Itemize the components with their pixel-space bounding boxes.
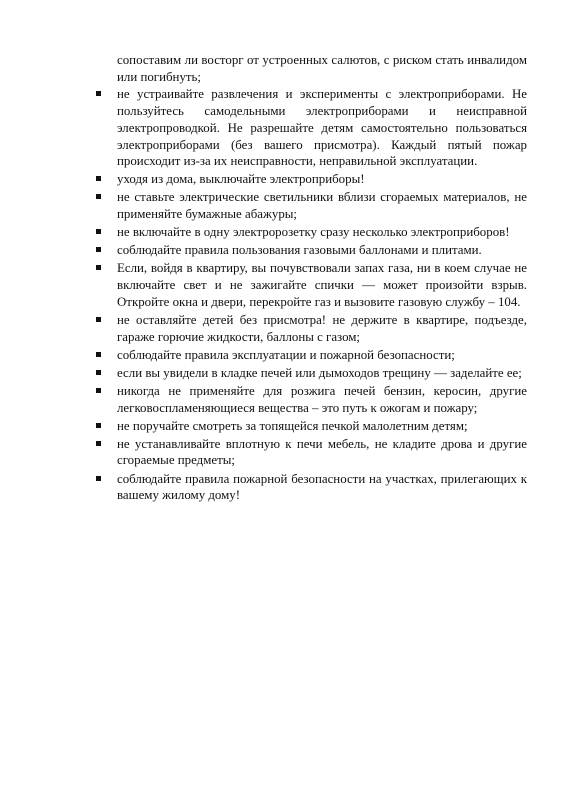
list-item — [117, 312, 527, 345]
square-bullet-icon — [96, 423, 101, 428]
list-item — [117, 189, 527, 222]
list-item — [117, 171, 527, 188]
square-bullet-icon — [96, 247, 101, 252]
square-bullet-icon — [96, 388, 101, 393]
safety-rules-list — [117, 86, 527, 504]
list-item-text: никогда не применяйте для розжига печей бензин, керосин, другие легковоспламеняющиеся вещества – это путь к ожогам и пожару; — [117, 383, 527, 415]
square-bullet-icon — [96, 229, 101, 234]
list-item-text: соблюдайте правила эксплуатации и пожарной безопасности; — [117, 347, 455, 362]
square-bullet-icon — [96, 476, 101, 481]
list-item — [117, 242, 527, 259]
list-item-text: соблюдайте правила пользования газовыми баллонами и плитами. — [117, 243, 482, 258]
square-bullet-icon — [96, 370, 101, 375]
list-item — [117, 436, 527, 469]
list-item — [117, 418, 527, 435]
list-item-text: не включайте в одну электророзетку сразу несколько электроприборов! — [117, 225, 510, 240]
list-item-text: не устраивайте развлечения и эксперименты с электроприборами. Не пользуйтесь самодельными электроприборами и неисправной электропроводкой. Не разрешайте детям самостоятельно пользоваться электроприборами (без вашего присмотра). Каждый пятый пожар происходит из-за их неисправности, неправильной эксплуатации. — [117, 87, 527, 169]
list-item-text: уходя из дома, выключайте электроприборы! — [117, 172, 365, 187]
intro-paragraph: сопоставим ли восторг от устроенных салютов, с риском стать инвалидом или погибнуть; — [117, 53, 527, 84]
square-bullet-icon — [96, 441, 101, 446]
list-item-text: не поручайте смотреть за топящейся печкой малолетним детям; — [117, 418, 468, 433]
list-item-text: Если, войдя в квартиру, вы почувствовали запах газа, ни в коем случае не включайте свет и не зажигайте спички — может произойти взрыв. Откройте окна и двери, перекройте газ и вызовите газовую службу – 104. — [117, 261, 527, 309]
list-item-text: не оставляйте детей без присмотра! не держите в квартире, подъезде, гараже горючие жидкости, баллоны с газом; — [117, 312, 527, 344]
square-bullet-icon — [96, 91, 101, 96]
list-item-text: соблюдайте правила пожарной безопасности на участках, прилегающих к вашему жилому дому! — [117, 471, 527, 503]
list-item — [117, 86, 527, 170]
square-bullet-icon — [96, 176, 101, 181]
list-item — [117, 260, 527, 310]
square-bullet-icon — [96, 352, 101, 357]
list-item — [117, 347, 527, 364]
square-bullet-icon — [96, 265, 101, 270]
list-item — [117, 224, 527, 241]
square-bullet-icon — [96, 317, 101, 322]
document-body — [117, 52, 527, 505]
square-bullet-icon — [96, 194, 101, 199]
list-item — [117, 471, 527, 504]
list-item — [117, 365, 527, 382]
list-item-text: если вы увидели в кладке печей или дымоходов трещину — заделайте ее; — [117, 365, 522, 380]
list-item — [117, 383, 527, 416]
list-item-text: не ставьте электрические светильники вблизи сгораемых материалов, не применяйте бумажные абажуры; — [117, 190, 527, 222]
list-item-text: не устанавливайте вплотную к печи мебель, не кладите дрова и другие сгораемые предметы; — [117, 436, 527, 468]
